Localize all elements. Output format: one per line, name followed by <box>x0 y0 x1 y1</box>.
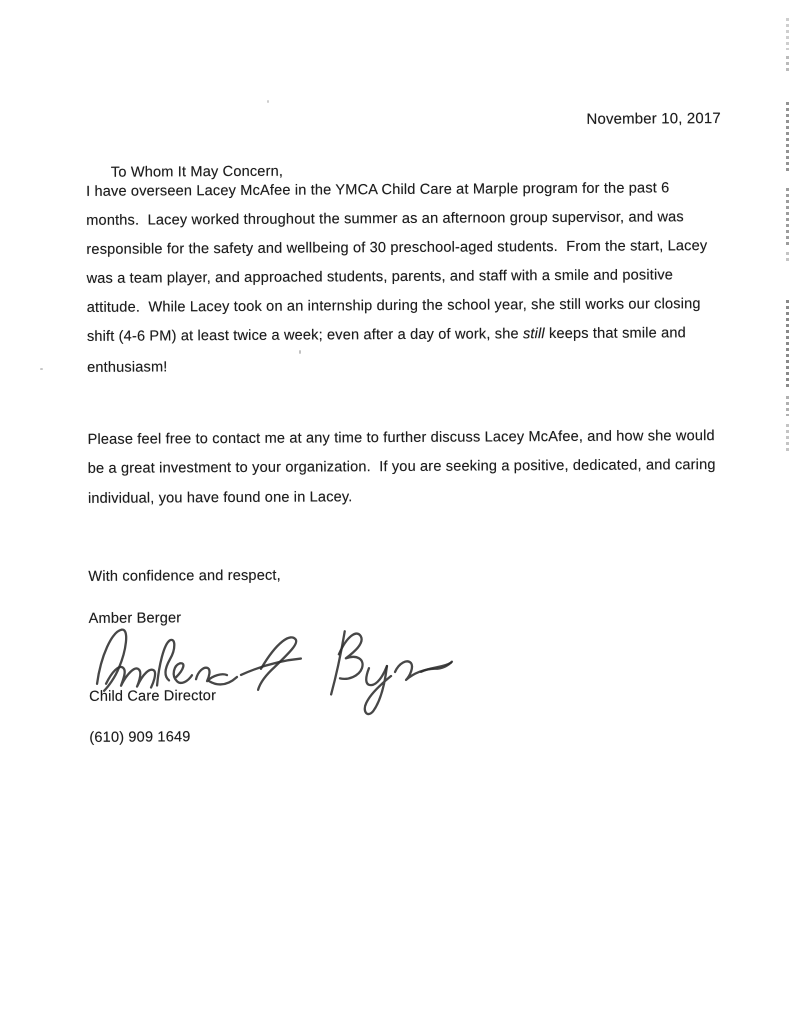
signer-name-text: Amber Berger <box>88 610 182 627</box>
signer-title <box>89 688 216 705</box>
paragraph1-line <box>87 296 701 316</box>
text-run: Please feel free to contact me at any time to further discuss Lacey McAfee, and how she would <box>87 428 715 448</box>
text-run: months. Lacey worked throughout the summer as an afternoon group supervisor, and was <box>86 209 684 229</box>
closing <box>88 568 281 585</box>
paragraph1-line <box>87 325 686 345</box>
paragraph1-line <box>86 180 669 200</box>
paragraph1-line <box>87 359 167 375</box>
signer-phone <box>89 729 190 746</box>
text-run: was a team player, and approached students, parents, and staff with a smile and positive <box>86 267 674 287</box>
signature-image <box>91 616 457 723</box>
text-run: keeps that smile and <box>544 325 686 343</box>
text-run: be a great investment to your organization. If you are seeking a positive, dedicated, and caring <box>87 457 716 477</box>
paragraph2-line <box>88 428 715 448</box>
text-run: enthusiasm! <box>87 359 168 376</box>
scan-speck <box>40 368 43 370</box>
scan-artifact <box>786 102 789 174</box>
text-run: I have overseen Lacey McAfee in the YMCA Child Care at Marple program for the past 6 <box>85 180 670 200</box>
text-run: individual, you have found one in Lacey. <box>87 489 353 507</box>
italic-text-run: still <box>522 326 545 343</box>
signer-title-text: Child Care Director <box>89 688 217 705</box>
scan-artifact <box>786 188 789 246</box>
scan-artifact <box>786 252 789 264</box>
scan-speck <box>299 350 301 354</box>
paragraph2-line <box>88 457 716 477</box>
scan-artifact <box>786 424 789 452</box>
salutation-text: To Whom It May Concern, <box>110 163 284 181</box>
date-text: November 10, 2017 <box>586 110 721 128</box>
letter-date <box>560 93 721 145</box>
scan-artifact <box>786 18 789 50</box>
paragraph1-line <box>87 267 674 287</box>
scan-speck <box>267 100 269 103</box>
scan-artifact <box>786 396 789 416</box>
paragraph1-line <box>86 209 684 229</box>
signer-phone-text: (610) 909 1649 <box>89 729 191 746</box>
scan-artifact <box>786 300 789 390</box>
signature-svg <box>91 616 457 723</box>
closing-text: With confidence and respect, <box>88 567 281 585</box>
text-run: responsible for the safety and wellbeing of 30 preschool-aged students. From the start, Lacey <box>86 238 708 258</box>
paragraph2-line <box>88 489 353 507</box>
scan-artifact <box>786 56 789 74</box>
paragraph1-line <box>86 238 707 258</box>
text-run: attitude. While Lacey took on an internship during the school year, she still works our closing <box>86 296 701 316</box>
text-run: shift (4-6 PM) at least twice a week; even after a day of work, she <box>86 326 524 345</box>
